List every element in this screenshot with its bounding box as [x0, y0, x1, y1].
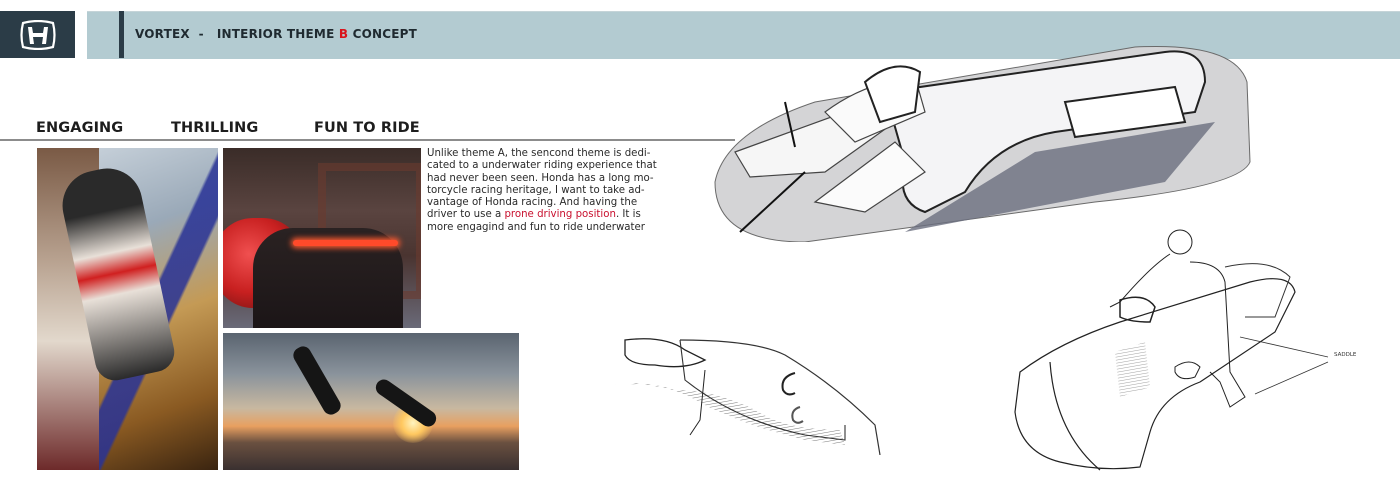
- skydivers-photo: [223, 333, 519, 470]
- keyword-thrilling: THRILLING: [171, 120, 259, 136]
- honda-h-logo-icon: [19, 20, 57, 50]
- interior-render: [695, 42, 1255, 242]
- page-title: VORTEX - INTERIOR THEME B CONCEPT: [135, 27, 418, 41]
- section-divider: [0, 139, 735, 141]
- led-light: [293, 240, 398, 246]
- skydiver-1: [290, 344, 343, 418]
- header-accent-stripe: [119, 11, 124, 58]
- honda-logo: [0, 11, 75, 58]
- keyword-fun-to-ride: FUN TO RIDE: [314, 120, 420, 136]
- theme-letter: B: [338, 27, 349, 41]
- saddle-sketch: [605, 325, 885, 455]
- prone-position-highlight: prone driving position: [504, 209, 616, 221]
- keyword-engaging: ENGAGING: [36, 120, 124, 136]
- motorcycle-racer-photo: [37, 148, 218, 470]
- taillight-photo: [223, 148, 421, 328]
- concept-description: Unlike theme A, the sencond theme is dedi-cated to a underwater riding experience that had never been seen. Honda has a long mo-torcycle racing heritage, I want to take ad-vantage of Honda racing. And having the driver to use a prone driving position. It is more engagind and fun to ride underwater: [427, 148, 657, 233]
- saddle-callout-label: SADDLE: [1334, 352, 1357, 358]
